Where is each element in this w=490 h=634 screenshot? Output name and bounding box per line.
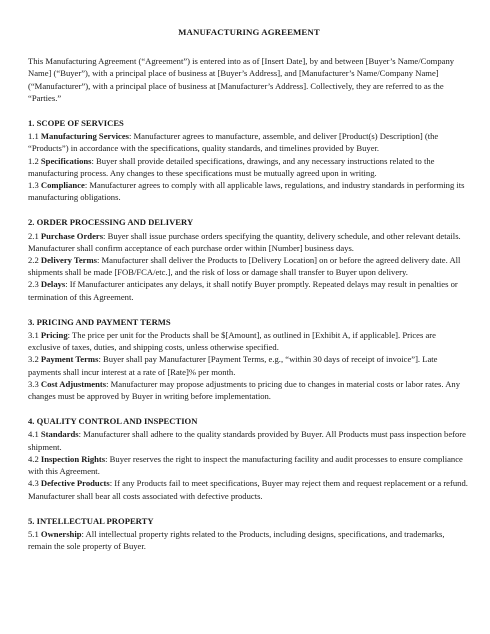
clause-number: 3.2 [28,354,39,365]
intro-paragraph: This Manufacturing Agreement (“Agreement”) is entered into as of [Insert Date], by and between [Buyer’s Name/Company Name] (“Buyer”), with a principal place of business at [Buyer’s Address], and [Manufacturer’s Name/Company Name] (“Manufacturer”), with a principal place of business at [Manufacturer’s Address]. Collectively, they are referred to as the “Parties.” [28,56,455,103]
clause-text: : All intellectual property rights related to the Products, including designs, specifications, and trademarks, remain the sole property of Buyer. [28,528,445,552]
clause-term: Payment Terms [40,354,99,365]
clause-text: : Buyer shall pay Manufacturer [Payment Terms, e.g., “within 30 days of receipt of invoice”]. Late payments shall incur interest at a rate of [Rate]% per month. [28,354,438,377]
clause-term: Delays [40,279,66,290]
clause [28,329,470,353]
clause-text: : Manufacturer shall deliver the Products to [Delivery Location] on or before the agreed delivery date. All shipments shall be made [FOB/FCA/etc.], and the risk of loss or damage shall transfer to Buyer upon delivery. [28,255,461,278]
clause-term: Standards [40,429,79,440]
clause-text: : Manufacturer may propose adjustments to pricing due to changes in material costs or labor rates. Any changes must be approved by Buyer in writing before implementation. [28,378,461,402]
clause-number: 2.3 [28,279,39,290]
clause-term: Delivery Terms [40,255,97,266]
section-heading: 2. ORDER PROCESSING AND DELIVERY [28,217,194,228]
clause-text: : Buyer shall provide detailed specifications, drawings, and any necessary instructions related to the manufacturing process. Any changes to these specifications must be mutually agreed upon in writing. [28,155,435,178]
clause-number: 4.1 [28,429,39,440]
clause [28,230,470,254]
section [28,415,470,501]
sections-container [28,117,470,552]
clause-text: : Manufacturer agrees to comply with all applicable laws, regulations, and industry standards in performing its manufacturing obligations. [28,180,465,203]
section-heading: 4. QUALITY CONTROL AND INSPECTION [28,416,198,427]
clause [28,378,470,402]
clause-text: : The price per unit for the Products shall be $[Amount], as outlined in [Exhibit A, if applicable]. Prices are exclusive of taxes, duties, and shipping costs, unless otherwise specified. [28,330,436,353]
clause-number: 4.2 [28,453,39,464]
clause-text: : Buyer shall issue purchase orders specifying the quantity, delivery schedule, and other relevant details. Manufacturer shall confirm acceptance of each purchase order within [Number] business days. [28,230,461,253]
clause-text: : Buyer reserves the right to inspect the manufacturing facility and audit processes to ensure compliance with this Agreement. [28,453,463,477]
clause-number: 4.3 [28,478,39,489]
clause-number: 3.3 [28,378,39,389]
clause [28,278,470,302]
clause-term: Compliance [40,180,85,191]
clause [28,254,470,278]
clause-term: Specifications [40,155,92,166]
clause-text: : Manufacturer agrees to manufacture, assemble, and deliver [Product(s) Description] (the “Products”) in accordance with the specifications, quality standards, and timelines provided by Buyer. [28,131,439,154]
clause [28,179,470,203]
document-title: MANUFACTURING AGREEMENT [178,27,320,37]
clause-term: Defective Products [40,478,110,489]
clause [28,528,470,552]
section [28,515,470,553]
clause-number: 5.1 [28,528,39,539]
clause-term: Purchase Orders [40,230,104,241]
clause [28,428,470,452]
clause-number: 2.1 [28,230,39,241]
clause-number: 2.2 [28,255,39,266]
section [28,216,470,302]
clause-term: Pricing [40,330,68,341]
clause-number: 3.1 [28,330,39,341]
clause-term: Cost Adjustments [40,378,107,389]
clause-number: 1.3 [28,180,39,191]
clause-number: 1.1 [28,131,39,142]
clause [28,130,470,154]
clause [28,155,470,179]
clause [28,353,470,377]
clause-text: : Manufacturer shall adhere to the quality standards provided by Buyer. All Products must pass inspection before shipment. [28,429,466,452]
section-heading: 5. INTELLECTUAL PROPERTY [28,515,154,526]
clause [28,477,470,501]
clause-text: : If Manufacturer anticipates any delays, it shall notify Buyer promptly. Repeated delays may result in penalties or termination of this Agreement. [28,279,458,302]
clause-term: Manufacturing Services [40,131,129,142]
clause-term: Ownership [40,528,82,539]
section [28,316,470,402]
section-heading: 1. SCOPE OF SERVICES [28,118,124,129]
clause-text: : If any Products fail to meet specifications, Buyer may reject them and request replacement or a refund. Manufacturer shall bear all costs associated with defective products. [28,478,468,501]
clause-number: 1.2 [28,155,39,166]
section [28,117,470,203]
section-heading: 3. PRICING AND PAYMENT TERMS [28,316,171,327]
clause [28,453,470,477]
clause-term: Inspection Rights [40,453,106,464]
